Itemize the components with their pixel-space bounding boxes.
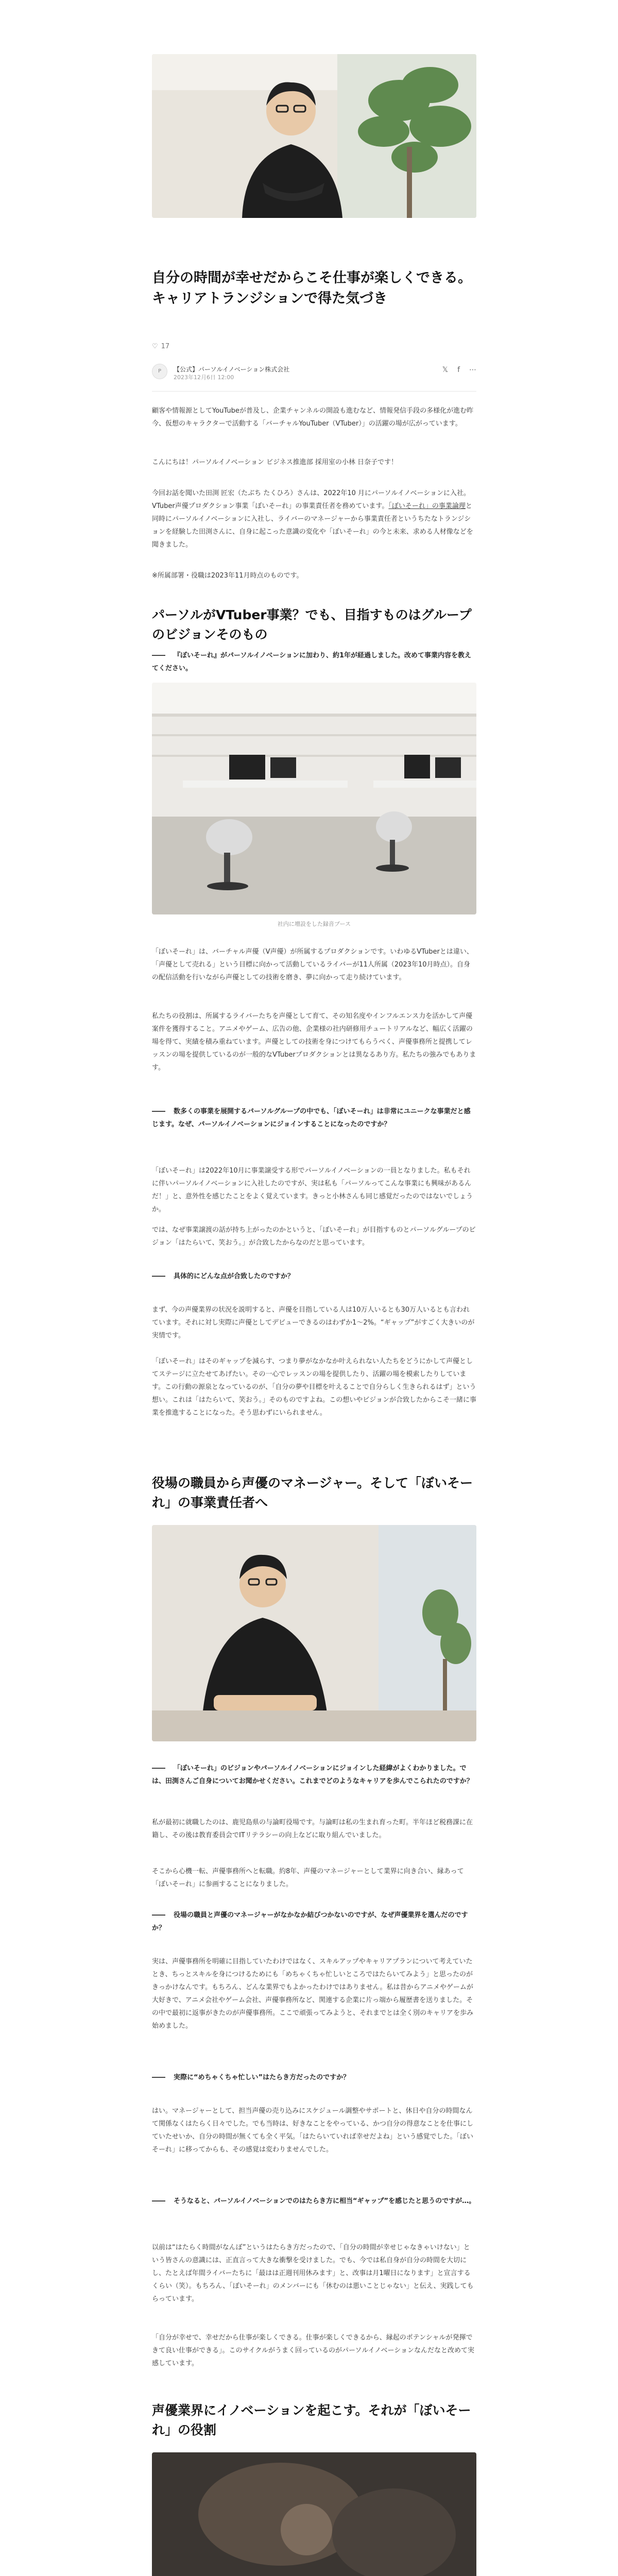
section2-paragraph-2: そこから心機一転、声優事務所へと転職。約8年、声優のマネージャーとして業界に向き合い、縁あって「ぼいそーれ」に参画することになりました。 [152, 1868, 464, 1888]
question-text: 実際に“めちゃくちゃ忙しい”はたらき方だったのですか？ [174, 2074, 350, 2081]
question-text: 『ぼいそーれ』がパーソルイノベーションに加わり、約1年が経過しました。改めて事業内容を教えてください。 [152, 652, 472, 672]
section1-paragraph-2: 私たちの役割は、所属するライバーたちを声優として育て、その知名度やインフルエンス力を活かして声優案件を獲得すること。アニメやゲーム、広告の他、企業様の社内研修用チュートリアルなど、幅広く活躍の場を得て、実績を積み重ねています。声優としての技術を身につけてもらうべく、声優事務所と提携してレッスンの場を提供しているのが一般的なVTuberプロダクションとは異なるあり方。私たちの強みでもあります。 [152, 1012, 476, 1072]
section1-paragraph-6: 「ぼいそーれ」はそのギャップを減らす、つまり夢がなかなか叶えられない人たちをどうにかして声優としてステージに立たせてあげたい。その一心でレッスンの場を提供したり、活躍の場を模索したりしています。この行動の源泉となっているのが、「自分の夢や目標を叶えることで自分らしく生きられるはず」という想い。これは「はたらいて、笑おう。」そのものですよね。この想いやビジョンが合致したからこそ一緒に事業を推進することになった。そう思わずにいられません。 [152, 1358, 476, 1417]
section1-paragraph-5: まず、今の声優業界の状況を説明すると、声優を目指している人は10万人いるとも30万人いるとも言われています。それに対し実際に声優としてデビューできるのはわずか1～2%。“ギャップ”がすごく大きいのが実情です。 [152, 1306, 475, 1340]
x-share-icon[interactable]: 𝕏 [442, 366, 449, 374]
section1-paragraph-3: 「ぼいそーれ」は2022年10月に事業譲受する形でパーソルイノベーションの一員となりました。私もそれに伴いパーソルイノベーションに入社したのですが、実は私も「パーソルってこんな事業にも興味があるんだ！」と、意外性を感じたことをよく覚えています。きっと小林さんも同じ感覚だったのではないでしょうか。 [152, 1167, 473, 1213]
portrait-photo [152, 1525, 476, 1741]
question-text: 「ぼいそーれ」のビジョンやパーソルイノベーションにジョインした経緯がよくわかりました。では、田渕さんご自身についてお聞かせください。これまでどのようなキャリアを歩んでこられたのですか？ [152, 1765, 473, 1785]
section-heading-3: 声優業界にイノベーションを起こす。それが「ぼいそーれ」の役割 [152, 2403, 471, 2437]
question-text: 数多くの事業を展開するパーソルグループの中でも、「ぼいそーれ」は非常にユニークな事業だと感じます。なぜ、パーソルイノベーションにジョインすることになったのですか？ [152, 1108, 471, 1128]
interview-question: ―― 役場の職員と声優のマネージャーがなかなか結びつかないのですが、なぜ声優業界を選んだのですか？ [152, 1911, 468, 1932]
interview-question: ―― 『ぼいそーれ』がパーソルイノベーションに加わり、約1年が経過しました。改めて事業内容を教えてください。 [152, 652, 472, 672]
avatar[interactable]: P [152, 364, 167, 379]
author-name[interactable]: 【公式】パーソルイノベーション株式会社 [174, 366, 290, 373]
publish-date: 2023年12月6日 12:00 [174, 374, 234, 381]
hero-photo [152, 54, 476, 218]
heart-icon[interactable]: ♡ [152, 343, 158, 350]
question-text: 役場の職員と声優のマネージャーがなかなか結びつかないのですが、なぜ声優業界を選んだのですか？ [152, 1911, 468, 1932]
section-heading-2: 役場の職員から声優のマネージャー。そして「ぼいそーれ」の事業責任者へ [152, 1476, 473, 1510]
like-count: 17 [161, 343, 170, 350]
interview-question: ―― 数多くの事業を展開するパーソルグループの中でも、「ぼいそーれ」は非常にユニークな事業だと感じます。なぜ、パーソルイノベーションにジョインすることになったのですか？ [152, 1108, 471, 1128]
section-heading-1: パーソルがVTuber事業？でも、目指すものはグループのビジョンそのもの [152, 607, 472, 642]
interview-question: ―― そうなると、パーソルイノベーションでのはたらき方に相当“ギャップ”を感じたと思うのですが…。 [152, 2197, 476, 2205]
section1-paragraph-4: では、なぜ事業譲渡の話が持ち上がったのかというと、「ぼいそーれ」が目指すものとパーソルグループのビジョン「はたらいて、笑おう。」が合致したからなのだと思っています。 [152, 1226, 476, 1247]
section1-paragraph-1: 「ぼいそーれ」は、バーチャル声優（V声優）が所属するプロダクションです。いわゆるVTuberとは違い、「声優として売れる」という目標に向かって活動しているライバーが11人所属（2023年10月時点）。自身の配信活動を行いながら声優としての技術を磨き、夢に向かって走り続けています。 [152, 948, 473, 981]
interview-question: ―― 「ぼいそーれ」のビジョンやパーソルイノベーションにジョインした経緯がよくわかりました。では、田渕さんご自身についてお聞かせください。これまでどのようなキャリアを歩んでこられたのですか？ [152, 1765, 473, 1785]
intro-text-b: と同時にパーソルイノベーションに入社し、ライバーのマネージャーから事業責任者というちたなトランジションを経験した田渕さんに、自身に起こった意識の変化や「ぼいそーれ」の今と未来、求める人材像などを聞きました。 [152, 502, 473, 549]
more-options-icon[interactable]: ⋯ [469, 366, 476, 374]
facebook-share-icon[interactable]: f [457, 366, 460, 374]
intro-text-a: 今回お話を聞いた田渕 匠宏（たぶち たくひろ）さんは、2022年10 月にパーソルイノベーションに入社。VTuber声優プロダクション事業「ぼいそーれ」の事業責任者を務めています。 [152, 489, 471, 510]
booth-photo-caption: 社内に増設をした録音ブース [277, 921, 351, 927]
question-text: そうなると、パーソルイノベーションでのはたらき方に相当“ギャップ”を感じたと思うのですが…。 [174, 2197, 476, 2205]
section3-photo [152, 2452, 476, 2576]
section2-paragraph-1: 私が最初に就職したのは、鹿児島県の与論町役場です。与論町は私の生まれ育った町。半年ほど税務課に在籍し、その後は教育委員会でITリテラシーの向上などに取り組んでいました。 [152, 1819, 473, 1839]
article-title: 自分の時間が幸せだからこそ仕事が楽しくできる。キャリアトランジションで得た気づき [152, 270, 472, 307]
intro-paragraph-4: ※所属部署・役職は2023年11月時点のものです。 [152, 572, 303, 580]
interview-question: ―― 実際に“めちゃくちゃ忙しい”はたらき方だったのですか？ [152, 2074, 350, 2081]
section2-paragraph-5: 以前は“はたらく時間がなんぼ”というはたらき方だったので、「自分の時間が幸せじゃなきゃいけない」という皆さんの意識には、正直言って大きな衝撃を受けました。でも、今では私自身が自分の時間を大切にし、たとえば年間ライバーたちに「最はは正週刊用休みます」と、改事は月1曜日になります」と宣言するくらい（笑）。もちろん、「ぼいそーれ」のメンバーにも「休むのは悪いことじゃない」と伝え、実践してもらっています。 [152, 2244, 474, 2303]
share-buttons [442, 366, 476, 374]
intro-paragraph-2: こんにちは！パーソルイノベーション ビジネス推進部 採用室の小林 日奈子です！ [152, 459, 398, 466]
intro-paragraph-1: 顧客や情報源としてYouTubeが普及し、企業チャンネルの開設も進むなど、情報発信手段の多様化が進む昨今、仮想のキャラクターで活動する「バーチャルYouTuber（VTuber）」の活躍の場が広がっています。 [152, 407, 474, 428]
interview-question: ―― 具体的にどんな点が合致したのですか？ [152, 1273, 295, 1280]
section2-paragraph-4: はい。マネージャーとして、担当声優の売り込みにスケジュール調整やサポートと、休日や自分の時間なんて関係なくはたらく日々でした。でも当時は、好きなことをやっている、かつ自分の得意なことを仕事にしていたせいか、自分の時間が無くても全く平気。「はたらいていれば幸せだよね」という感覚でした。「ぼいそーれ」に移ってからも、その感覚は変わりませんでした。 [152, 2107, 474, 2154]
section2-paragraph-3: 実は、声優事務所を明確に目指していたわけではなく、スキルアップやキャリアプランについて考えていたとき、ちっとスキルを身につけるためにも「めちゃくちゃ忙しいところではたらいてみよう」と思ったのがきっかけなんです。もちろん、どんな業界でもよかったわけではありません。私は昔からアニメやゲームが大好きで、アニメ会社やゲーム会社、声優事務所など、関連する企業に片っ端から履歴書を送りました。その中で最初に返事がきたのが声優事務所。ここで頑張ってみようと、それまでとは全く別のキャリアを歩み始めました。 [152, 1958, 474, 2030]
booth-photo [152, 683, 476, 914]
question-text: 具体的にどんな点が合致したのですか？ [174, 1273, 295, 1280]
business-link[interactable]: 「ぼいそーれ」の事業論理 [388, 502, 466, 510]
section2-paragraph-6: 「自分が幸せで、幸せだから仕事が楽しくできる。仕事が楽しくできるから、縁起のポテンシャルが発揮できて良い仕事ができる」。このサイクルがうまく回っているのがパーソルイノベーションなんだなと改めて実感しています。 [152, 2334, 474, 2367]
author-bar [152, 361, 476, 392]
intro-paragraph-3 [152, 487, 476, 551]
like-counter[interactable] [152, 343, 169, 350]
